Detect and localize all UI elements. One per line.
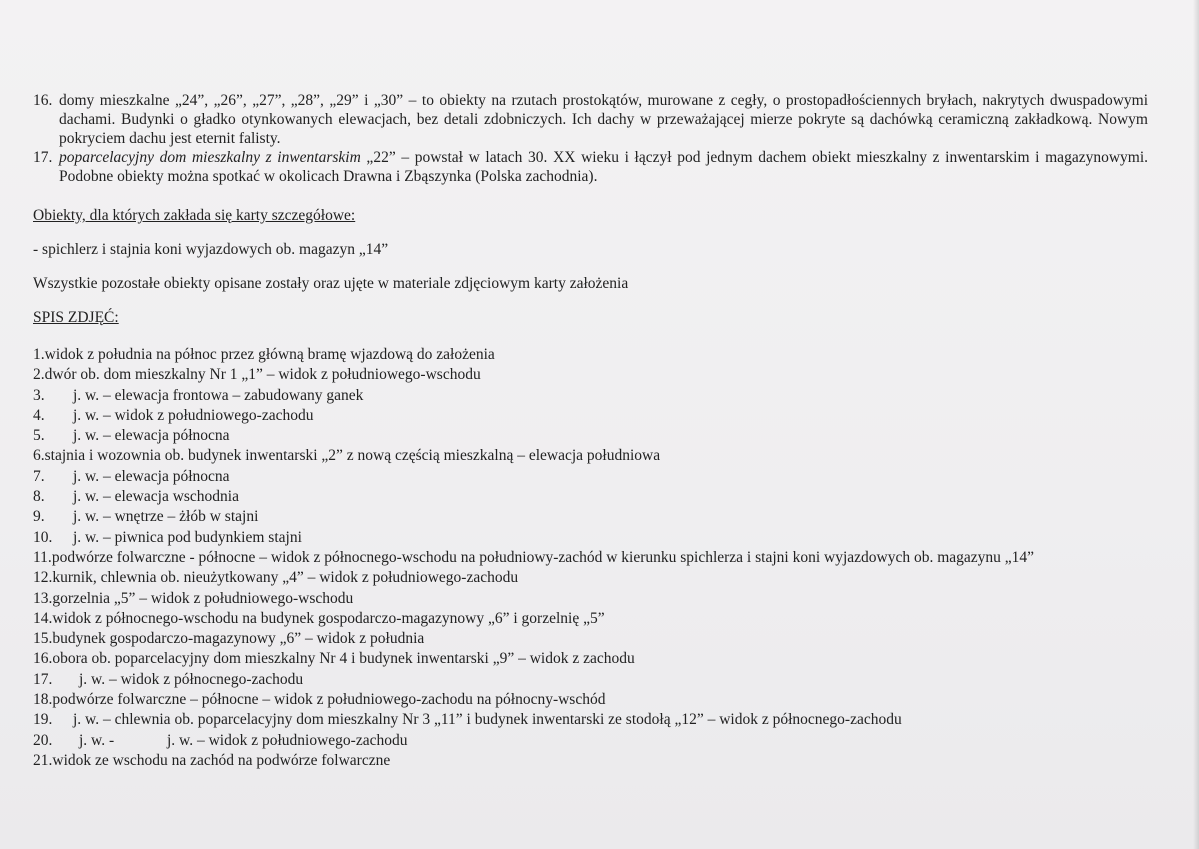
- photo-number: 3.: [33, 386, 45, 404]
- photo-number: 8.: [33, 488, 45, 506]
- photo-number: 6.: [33, 447, 45, 465]
- photo-number: 11.: [33, 548, 52, 566]
- photo-list-item: [33, 649, 1148, 669]
- photo-description: j. w. – elewacja północna: [73, 427, 230, 445]
- photo-description: budynek gospodarczo-magazynowy „6” – widok z południa: [52, 630, 425, 648]
- photo-list-item: [33, 446, 1148, 466]
- photo-description: widok z północnego-wschodu na budynek gospodarczo-magazynowy „6” i gorzelnię „5”: [52, 609, 605, 627]
- detail-cards-item: - spichlerz i stajnia koni wyjazdowych ob. magazyn „14”: [33, 241, 389, 258]
- photo-list-item: [33, 589, 1148, 609]
- photo-number: 1.: [33, 346, 45, 363]
- photo-number: 4.: [33, 406, 45, 424]
- photo-list-item: [33, 386, 1148, 406]
- photo-number: 12.: [33, 569, 53, 587]
- photo-description: stajnia i wozownia ob. budynek inwentarski „2” z nową częścią mieszkalną – elewacja południowa: [44, 447, 661, 465]
- photo-number: 7.: [33, 467, 45, 485]
- photo-number: 10.: [33, 528, 53, 546]
- photo-list-item: [33, 365, 1148, 385]
- photo-description: dwór ob. dom mieszkalny Nr 1 „1” – widok z południowego-wschodu: [44, 366, 481, 384]
- page-edge-shadow: [1193, 0, 1199, 849]
- photo-list-item: [33, 426, 1148, 446]
- paragraph-number: 17.: [33, 149, 53, 166]
- photo-list-item: [33, 609, 1148, 629]
- photo-number: 16.: [33, 650, 53, 668]
- paragraph-item-16: [33, 91, 1148, 148]
- photo-list-item: [33, 690, 1148, 710]
- photo-description: j. w. -: [79, 731, 115, 749]
- paragraph-item-17: [33, 148, 1148, 186]
- detail-cards-heading: Obiekty, dla których zakłada się karty szczegółowe:: [33, 207, 356, 224]
- photo-number: 19.: [33, 711, 53, 729]
- photo-description: j. w. – widok z północnego-zachodu: [79, 670, 304, 688]
- photo-list: [33, 345, 1148, 771]
- photo-description: kurnik, chlewnia ob. nieużytkowany „4” – widok z południowego-zachodu: [52, 569, 519, 587]
- photo-number: 17.: [33, 670, 53, 688]
- photo-description: j. w. – elewacja wschodnia: [73, 488, 239, 506]
- photo-number: 18.: [33, 691, 53, 709]
- photo-description: widok ze wschodu na zachód na podwórze folwarczne: [52, 751, 391, 769]
- photo-description: j. w. – elewacja frontowa – zabudowany ganek: [73, 386, 364, 404]
- photo-number: 14.: [33, 609, 53, 627]
- remaining-objects-note: Wszystkie pozostałe obiekty opisane zostały oraz ujęte w materiale zdjęciowym karty założenia: [33, 275, 629, 292]
- photo-description: j. w. – elewacja północna: [73, 467, 230, 485]
- photo-list-heading: SPIS ZDJĘĆ:: [33, 309, 119, 326]
- photo-list-item: [33, 507, 1148, 527]
- photo-list-item: [33, 345, 1148, 365]
- photo-description: j. w. – chlewnia ob. poparcelacyjny dom mieszkalny Nr 3 „11” i budynek inwentarski ze stodołą „12” – widok z północnego-zachodu: [73, 711, 902, 729]
- photo-description: obora ob. poparcelacyjny dom mieszkalny Nr 4 i budynek inwentarski „9” – widok z zachodu: [52, 650, 635, 668]
- document-text: [33, 91, 1148, 771]
- paragraph-number: 16.: [33, 92, 53, 109]
- photo-number: 9.: [33, 508, 45, 526]
- photo-description: podwórze folwarczne - północne – widok z północnego-wschodu na południowy-zachód w kierunku spichlerza i stajni koni wyjazdowych ob. magazynu „14”: [51, 548, 1035, 566]
- photo-description: j. w. – widok z południowego-zachodu: [73, 406, 314, 424]
- photo-list-item: [33, 751, 1148, 771]
- photo-list-item: [33, 568, 1148, 588]
- paragraph-rest-text: „22” – powstał w latach 30. XX wieku i łączył pod jednym dachem obiekt mieszkalny z inwentarskim i magazynowymi. Podobne obiekty można spotkać w okolicach Drawna i Zbąszynka (Polska zachodnia).: [59, 149, 1149, 185]
- photo-list-item: [33, 406, 1148, 426]
- photo-description: j. w. – widok z południowego-zachodu: [167, 731, 408, 749]
- photo-list-item: [33, 670, 1148, 690]
- photo-description: j. w. – piwnica pod budynkiem stajni: [73, 528, 302, 546]
- photo-number: 13.: [33, 589, 53, 607]
- photo-list-item: [33, 548, 1148, 568]
- photo-list-item: [33, 467, 1148, 487]
- photo-number: 21.: [33, 751, 53, 769]
- photo-list-item: [33, 629, 1148, 649]
- photo-list-item: [33, 487, 1148, 507]
- photo-list-item: [33, 731, 1148, 751]
- photo-description: widok z południa na północ przez główną bramę wjazdową do założenia: [44, 346, 495, 363]
- paragraph-text: domy mieszkalne „24”, „26”, „27”, „28”, „29” i „30” – to obiekty na rzutach prostokątów, murowane z cegły, o prostopadłościennych bryłach, nakrytych dwuspadowymi dachami. Budynki o gładko otynkowanych elewacjach, bez detali zdobniczych. Ich dachy w przeważającej mierze pokryte są dachówką ceramiczną zakładkową. Nowym pokryciem dachu jest eternit falisty.: [59, 92, 1148, 147]
- photo-list-item: [33, 710, 1148, 730]
- photo-number: 2.: [33, 366, 45, 384]
- photo-list-item: [33, 528, 1148, 548]
- photo-description: j. w. – wnętrze – żłób w stajni: [73, 508, 259, 526]
- photo-number: 20.: [33, 731, 53, 749]
- paragraph-italic-text: poparcelacyjny dom mieszkalny z inwentarskim: [59, 149, 361, 166]
- photo-number: 5.: [33, 427, 45, 445]
- photo-description: gorzelnia „5” – widok z południowego-wschodu: [52, 589, 354, 607]
- paragraph-text: [59, 148, 1148, 186]
- photo-number: 15.: [33, 630, 53, 648]
- photo-description: podwórze folwarczne – północne – widok z południowego-zachodu na północny-wschód: [52, 691, 606, 709]
